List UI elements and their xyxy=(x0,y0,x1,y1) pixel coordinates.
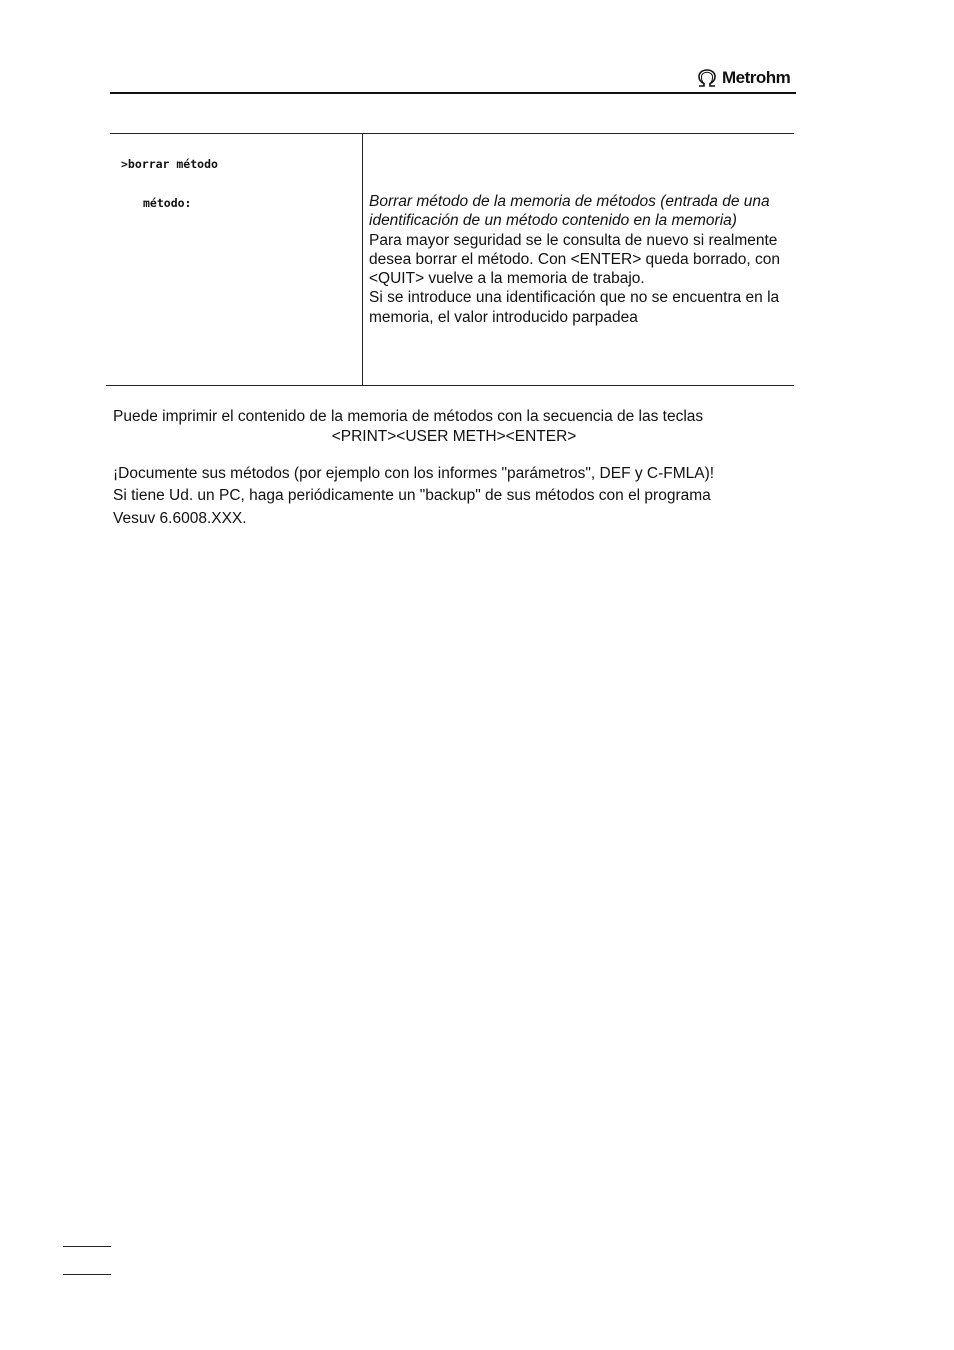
table-top-rule xyxy=(110,133,794,134)
description-italic: Borrar método de la memoria de métodos (entrada de una identificación de un método contenido en la memoria) xyxy=(369,193,770,230)
table-column-divider xyxy=(362,133,363,386)
brand-logo xyxy=(696,66,790,90)
parameter-description xyxy=(369,192,787,327)
command-label: >borrar método xyxy=(121,157,218,171)
description-paragraph-1: Para mayor seguridad se le consulta de nuevo si realmente desea borrar el método. Con <ENTER> queda borrado, con <QUIT> vuelve a la memoria de trabajo. xyxy=(369,231,780,288)
footer-rule-bottom xyxy=(63,1274,111,1275)
table-bottom-rule xyxy=(106,385,794,386)
print-instruction: Puede imprimir el contenido de la memoria de métodos con la secuencia de las teclas xyxy=(113,408,704,425)
header-rule xyxy=(110,92,796,94)
parameter-label: método: xyxy=(143,196,192,210)
key-sequence: <PRINT><USER METH><ENTER> xyxy=(331,428,577,445)
brand-name: Metrohm xyxy=(722,68,791,87)
footer-rule-top xyxy=(63,1246,111,1247)
description-paragraph-2: Si se introduce una identificación que no se encuentra en la memoria, el valor introducido parpadea xyxy=(369,289,780,326)
note-line-1: ¡Documente sus métodos (por ejemplo con los informes "parámetros", DEF y C-FMLA)! xyxy=(113,465,715,482)
metrohm-omega-logo-icon xyxy=(696,68,718,88)
note-line-2: Si tiene Ud. un PC, haga periódicamente un "backup" de sus métodos con el programa xyxy=(113,487,711,504)
note-line-3: Vesuv 6.6008.XXX. xyxy=(113,510,247,527)
